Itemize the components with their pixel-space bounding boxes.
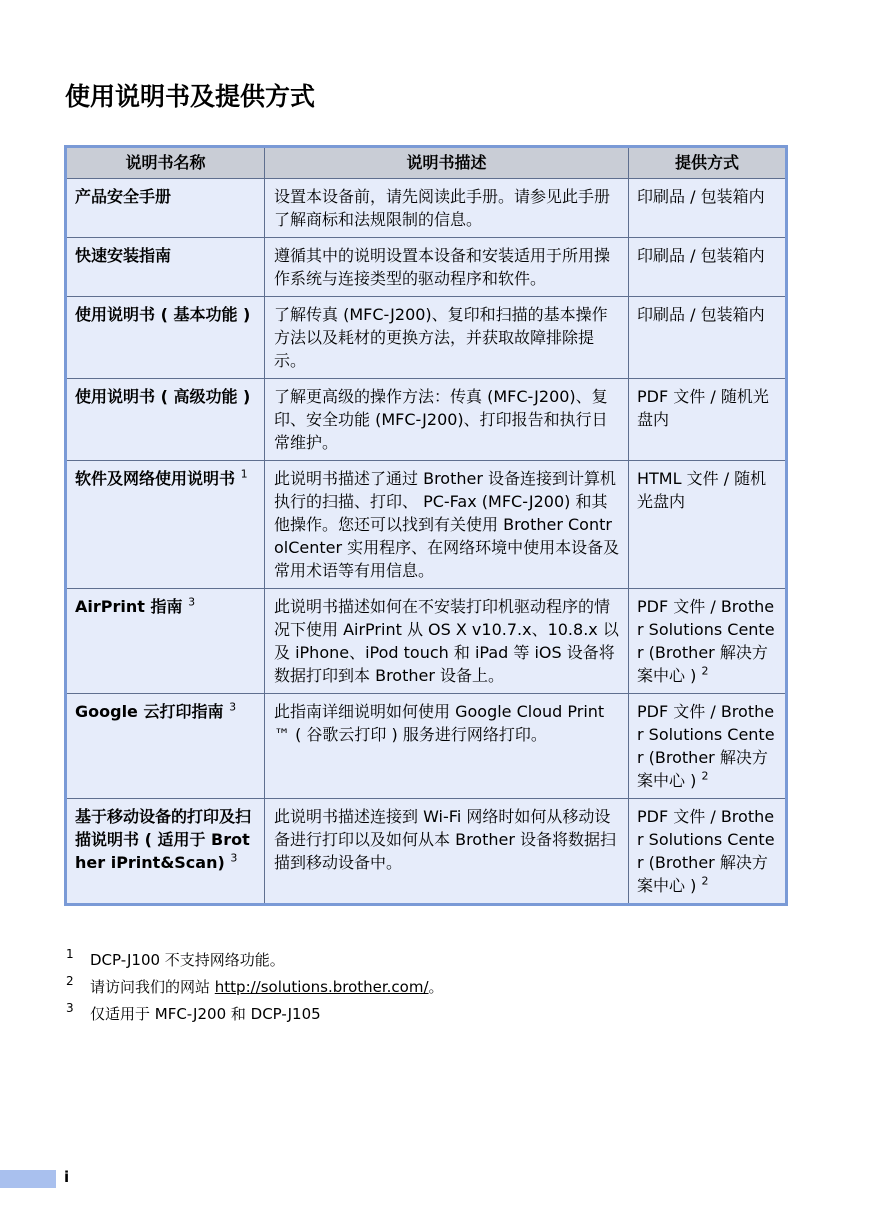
footnote-number: 2 [66, 974, 74, 988]
manual-name: Google 云打印指南 [75, 702, 224, 721]
footnote-number: 3 [66, 1001, 74, 1015]
manual-description: 了解传真 (MFC-J200)、复印和扫描的基本操作方法以及耗材的更换方法，并获取故障排除提示。 [265, 297, 629, 379]
manual-name: 软件及网络使用说明书 [75, 469, 236, 488]
manual-name-cell [66, 461, 265, 589]
manual-format: PDF 文件 / Brother Solutions Center (Brother 解决方案中心 ) [637, 807, 775, 895]
column-header-name: 说明书名称 [66, 147, 265, 179]
table-row [66, 799, 787, 905]
footnote-number: 1 [66, 947, 74, 961]
manual-name: 基于移动设备的打印及扫描说明书 ( 适用于 Brother iPrint&Scan) [75, 807, 252, 872]
table-row [66, 297, 787, 379]
manual-name-cell [66, 589, 265, 694]
table-row [66, 238, 787, 297]
footnote-body: DCP-J100 不支持网络功能。 [90, 951, 285, 969]
solutions-website-link[interactable]: http://solutions.brother.com/ [214, 978, 429, 996]
table-row [66, 461, 787, 589]
table-header-row [66, 147, 787, 179]
manual-format-cell [629, 589, 787, 694]
page-tab-marker [0, 1170, 56, 1188]
footnote-ref: 1 [240, 467, 248, 481]
column-header-description: 说明书描述 [265, 147, 629, 179]
footnote-ref: 2 [701, 664, 709, 678]
manual-description: 此说明书描述如何在不安装打印机驱动程序的情况下使用 AirPrint 从 OS X v10.7.x、10.8.x 以及 iPhone、iPod touch 和 iPad 等 iOS 设备将数据打印到本 Brother 设备上。 [265, 589, 629, 694]
manual-format-cell [629, 799, 787, 905]
manual-format: PDF 文件 / Brother Solutions Center (Brother 解决方案中心 ) [637, 702, 775, 790]
manual-description: 了解更高级的操作方法：传真 (MFC-J200)、复印、安全功能 (MFC-J200)、打印报告和执行日常维护。 [265, 379, 629, 461]
manual-name-cell [66, 297, 265, 379]
footnote-suffix: 。 [428, 978, 444, 996]
manual-name-cell [66, 799, 265, 905]
manual-description: 设置本设备前，请先阅读此手册。请参见此手册了解商标和法规限制的信息。 [265, 179, 629, 238]
manual-name: 产品安全手册 [75, 187, 172, 206]
footnote [66, 1002, 766, 1029]
footnote [66, 975, 766, 1002]
page-title: 使用说明书及提供方式 [65, 82, 316, 111]
table-row [66, 589, 787, 694]
manual-description: 遵循其中的说明设置本设备和安装适用于所用操作系统与连接类型的驱动程序和软件。 [265, 238, 629, 297]
manual-name: 使用说明书 ( 基本功能 ) [75, 305, 251, 324]
table-row [66, 179, 787, 238]
manual-format: 印刷品 / 包装箱内 [629, 297, 787, 379]
manual-name-cell [66, 179, 265, 238]
manual-table [64, 145, 788, 906]
manual-format-cell [629, 694, 787, 799]
footnotes [66, 948, 766, 1029]
manual-format: 印刷品 / 包装箱内 [629, 179, 787, 238]
manual-description: 此说明书描述连接到 Wi-Fi 网络时如何从移动设备进行打印以及如何从本 Brother 设备将数据扫描到移动设备中。 [265, 799, 629, 905]
manual-name: AirPrint 指南 [75, 597, 183, 616]
manual-name-cell [66, 238, 265, 297]
table-row [66, 694, 787, 799]
page-number: i [64, 1168, 70, 1186]
manual-description: 此说明书描述了通过 Brother 设备连接到计算机执行的扫描、打印、 PC-Fax (MFC-J200) 和其他操作。您还可以找到有关使用 Brother ControlCenter 实用程序、在网络环境中使用本设备及常用术语等有用信息。 [265, 461, 629, 589]
footnote-body: 仅适用于 MFC-J200 和 DCP-J105 [90, 1005, 321, 1023]
manual-format: HTML 文件 / 随机光盘内 [629, 461, 787, 589]
manual-name: 快速安装指南 [75, 246, 172, 265]
footnote-text [90, 948, 285, 972]
footnote-ref: 2 [701, 874, 709, 888]
manual-format: PDF 文件 / 随机光盘内 [629, 379, 787, 461]
manual-name-cell [66, 694, 265, 799]
footnote-ref: 3 [229, 700, 237, 714]
manual-format: 印刷品 / 包装箱内 [629, 238, 787, 297]
manual-name-cell [66, 379, 265, 461]
footnote-ref: 3 [188, 595, 196, 609]
footnote-body: 请访问我们的网站 [90, 978, 215, 996]
manual-description: 此指南详细说明如何使用 Google Cloud Print™ ( 谷歌云打印 ) 服务进行网络打印。 [265, 694, 629, 799]
footnote-text [90, 975, 444, 999]
footnote [66, 948, 766, 975]
footnote-ref: 2 [701, 769, 709, 783]
manual-format: PDF 文件 / Brother Solutions Center (Brother 解决方案中心 ) [637, 597, 775, 685]
manual-name: 使用说明书 ( 高级功能 ) [75, 387, 251, 406]
footnote-text [90, 1002, 321, 1026]
table-row [66, 379, 787, 461]
column-header-format: 提供方式 [629, 147, 787, 179]
footnote-ref: 3 [230, 851, 238, 865]
